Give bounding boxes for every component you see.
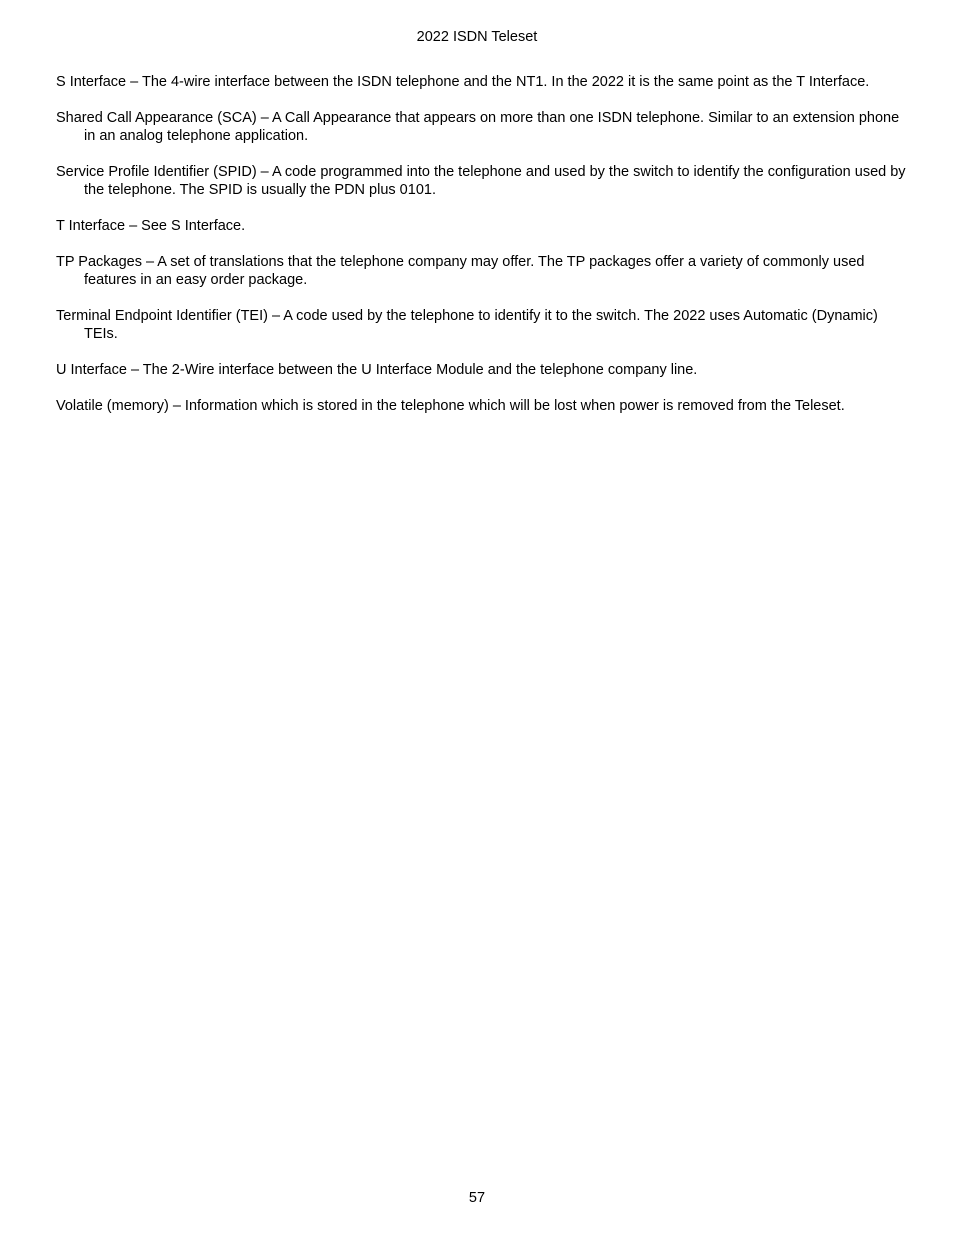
glossary-entry-s-interface: S Interface – The 4-wire interface between the ISDN telephone and the NT1. In the 2022 it is the same point as the T Interface. (56, 74, 870, 90)
glossary-entry-u-interface: U Interface – The 2-Wire interface between the U Interface Module and the telephone company line. (56, 362, 698, 378)
page-header: 2022 ISDN Teleset (416, 29, 538, 45)
glossary-entry-t-interface: T Interface – See S Interface. (56, 218, 246, 234)
glossary-entry-tei: Terminal Endpoint Identifier (TEI) – A code used by the telephone to identify it to the switch. The 2022 uses Automatic (Dynamic) TEIs. (56, 308, 878, 342)
glossary-entry-tp-packages: TP Packages – A set of translations that the telephone company may offer. The TP packages offer a variety of commonly used features in an easy order package. (56, 254, 865, 288)
glossary-entry-spid: Service Profile Identifier (SPID) – A code programmed into the telephone and used by the switch to identify the configuration used by the telephone. The SPID is usually the PDN plus 0101. (56, 164, 906, 198)
glossary-list (56, 73, 906, 433)
page-number: 57 (468, 1190, 486, 1206)
glossary-entry-volatile-memory: Volatile (memory) – Information which is stored in the telephone which will be lost when power is removed from the Teleset. (56, 398, 845, 414)
glossary-entry-shared-call-appearance: Shared Call Appearance (SCA) – A Call Appearance that appears on more than one ISDN telephone. Similar to an extension phone in an analog telephone application. (56, 110, 900, 144)
